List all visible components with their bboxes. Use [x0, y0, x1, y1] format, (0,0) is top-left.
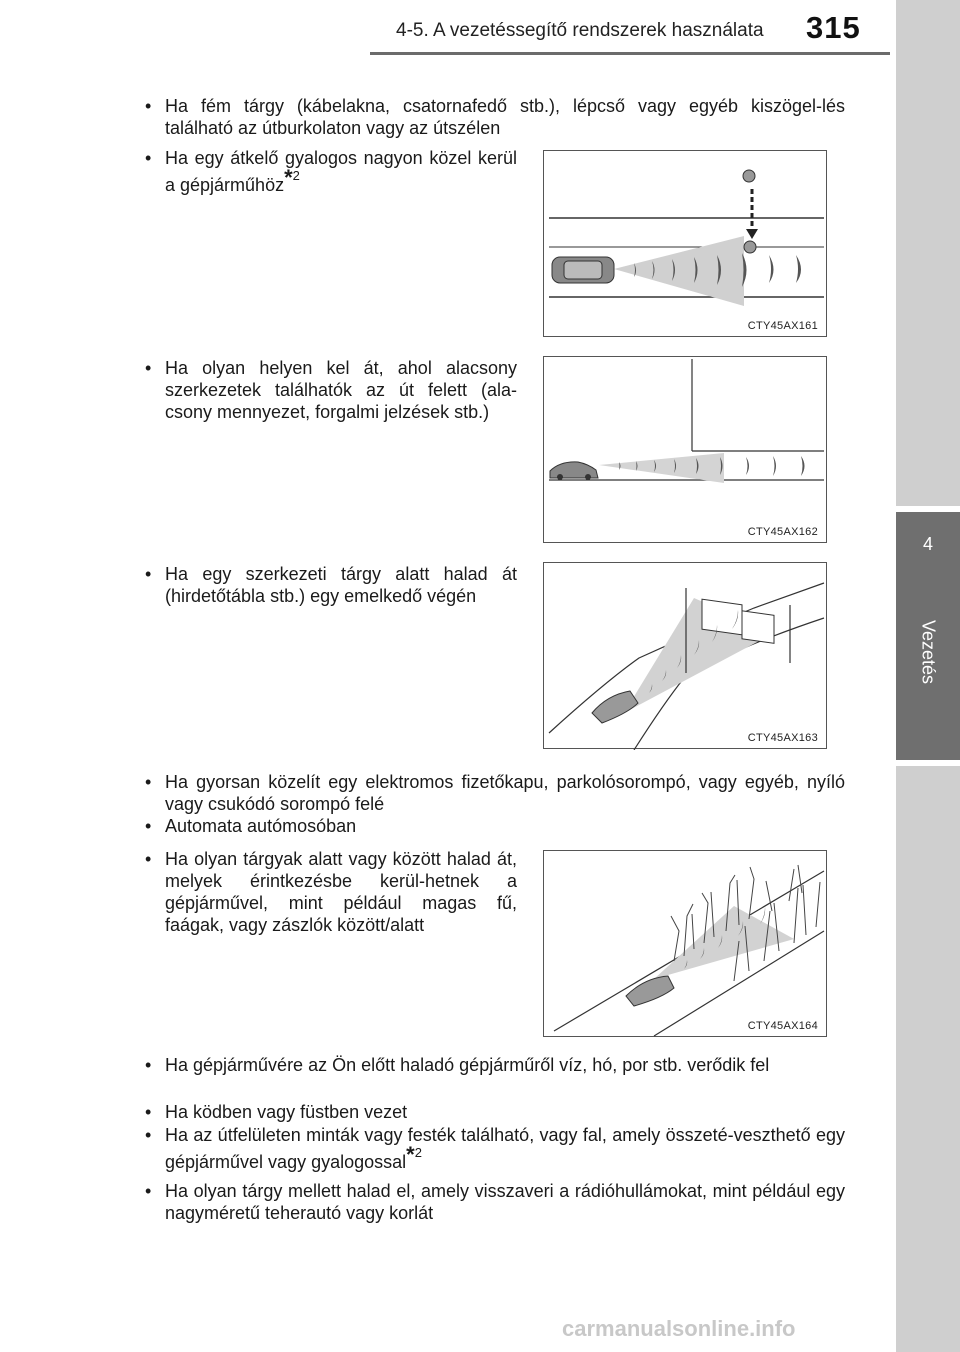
figure-low-structure: [543, 356, 827, 543]
bullet-dot: •: [145, 564, 152, 584]
figure-code: CTY45AX164: [747, 1020, 818, 1032]
footnote-star-icon: *: [406, 1142, 415, 1167]
list-item-text: Ha egy átkelő gyalogos nagyon közel kerül a gépjárműhöz: [165, 148, 517, 195]
tall-grass-illustration: [544, 851, 828, 1038]
bullet-dot: •: [145, 148, 152, 168]
bullet-dot: •: [145, 358, 152, 378]
figure-pedestrian-crossing: [543, 150, 827, 337]
list-item-text: Ha olyan tárgyak alatt vagy között halad át, melyek érintkezésbe kerül-hetnek a gépjárművel, mint például magas fű, faágak, vagy zászlók között/alatt: [165, 849, 517, 935]
low-structure-illustration: [544, 357, 828, 544]
list-item: [145, 147, 517, 196]
bullet-dot: •: [145, 96, 152, 116]
chapter-label: Vezetés: [918, 619, 939, 685]
figure-code: CTY45AX162: [747, 526, 818, 538]
list-item-text: Ha gépjárművére az Ön előtt haladó gépjárműről víz, hó, por stb. verődik fel: [165, 1055, 770, 1075]
list-item: [145, 815, 845, 837]
figure-code: CTY45AX161: [747, 320, 818, 332]
chapter-number: 4: [922, 534, 933, 554]
list-item-text: Automata autómosóban: [165, 816, 357, 836]
side-tab-strip-bottom: [896, 766, 960, 1352]
bullet-dot: •: [145, 772, 152, 792]
billboard-incline-illustration: [544, 563, 828, 750]
bullet-dot: •: [145, 849, 152, 869]
list-item: [145, 1101, 845, 1123]
footnote-ref: 2: [414, 1145, 422, 1160]
pedestrian-crossing-illustration: [544, 151, 828, 338]
footnote-ref: 2: [292, 168, 300, 183]
figure-tall-grass: [543, 850, 827, 1037]
header-divider: [370, 52, 890, 55]
figure-billboard-incline: [543, 562, 827, 749]
list-item: [145, 848, 517, 936]
figure-code: CTY45AX163: [747, 732, 818, 744]
list-item: [145, 1124, 845, 1173]
footer-watermark: carmanualsonline.info: [562, 1316, 796, 1341]
footnote-star-icon: *: [284, 165, 293, 190]
list-item: [145, 1180, 845, 1224]
list-item-text: Ha ködben vagy füstben vezet: [165, 1102, 408, 1122]
bullet-dot: •: [145, 1125, 152, 1145]
page-number: 315: [806, 10, 861, 45]
list-item: [145, 1054, 845, 1076]
list-item-text: Ha gyorsan közelít egy elektromos fizetőkapu, parkolósorompó, vagy egyéb, nyíló vagy csukódó sorompó felé: [165, 772, 845, 814]
list-item-text: Ha olyan tárgy mellett halad el, amely visszaveri a rádióhullámokat, mint például egy nagyméretű teherautó vagy korlát: [165, 1181, 845, 1223]
side-tab-strip-top: [896, 0, 960, 506]
list-item: [145, 563, 517, 607]
section-title: 4-5. A vezetéssegítő rendszerek használata: [396, 20, 764, 41]
list-item-text: Ha az útfelületen minták vagy festék található, vagy fal, amely összeté-veszthető egy gépjárművel vagy gyalogossal: [165, 1125, 845, 1172]
list-item-text: Ha olyan helyen kel át, ahol alacsony szerkezetek találhatók az út felett (ala-csony mennyezet, forgalmi jelzések stb.): [165, 358, 517, 422]
list-item-text: Ha fém tárgy (kábelakna, csatornafedő stb.), lépcső vagy egyéb kiszögel-lés található az útburkolaton vagy az útszélen: [165, 96, 845, 138]
list-item: [145, 357, 517, 423]
bullet-dot: •: [145, 1055, 152, 1075]
bullet-dot: •: [145, 816, 152, 836]
chapter-tab[interactable]: [896, 512, 960, 760]
bullet-dot: •: [145, 1102, 152, 1122]
list-item: [145, 95, 845, 139]
list-item-text: Ha egy szerkezeti tárgy alatt halad át (hirdetőtábla stb.) egy emelkedő végén: [165, 564, 517, 606]
bullet-dot: •: [145, 1181, 152, 1201]
list-item: [145, 771, 845, 815]
